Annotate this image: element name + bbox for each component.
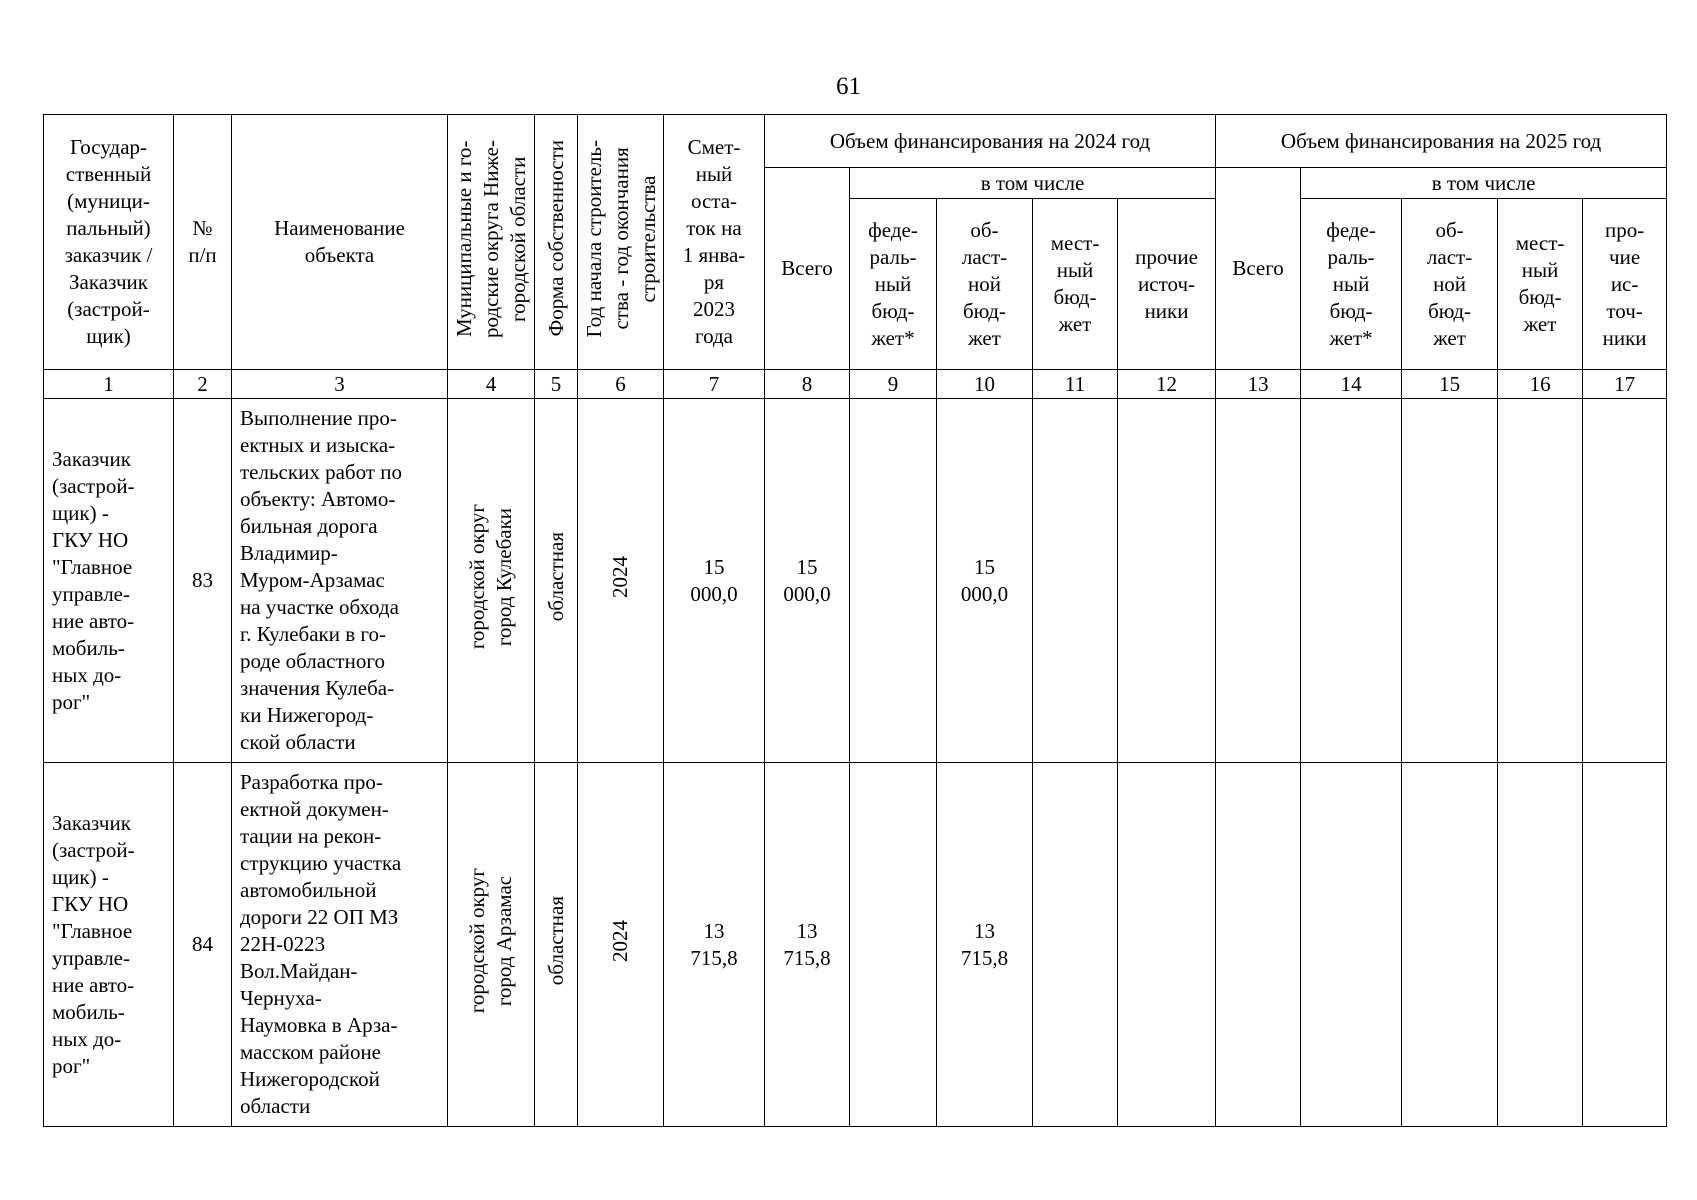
column-number: 8 — [765, 370, 850, 399]
row-local-2024 — [1033, 399, 1118, 763]
header-local-2025: мест- ный бюд- жет — [1498, 199, 1583, 370]
row-object: Разработка про- ектной докумен- тации на рекон- струкцию участка автомобильной дороги 22 ОП МЗ 22Н-0223 Вол.Майдан- Чернуха- Наумовка в Арза- масском районе Нижегородской области — [232, 763, 448, 1127]
row-municipality-cell — [448, 399, 535, 763]
row-customer: Заказчик (застрой- щик) - ГКУ НО "Главное управле- ние авто- мобиль- ных до- рог" — [44, 399, 174, 763]
row-year-cell — [578, 763, 664, 1127]
row-estimated-balance: 13 715,8 — [664, 763, 765, 1127]
column-number: 12 — [1118, 370, 1216, 399]
row-customer: Заказчик (застрой- щик) - ГКУ НО "Главное управле- ние авто- мобиль- ных до- рог" — [44, 763, 174, 1127]
column-number: 16 — [1498, 370, 1583, 399]
row-other-2025 — [1583, 763, 1667, 1127]
row-regional-2025 — [1402, 399, 1498, 763]
header-municipality: Муниципальные и го- родские округа Ниже- городской области — [452, 139, 530, 338]
header-federal-2024: феде- раль- ный бюд- жет* — [850, 199, 937, 370]
header-object-name: Наименование объекта — [232, 115, 448, 370]
row-local-2024 — [1033, 763, 1118, 1127]
row-local-2025 — [1498, 763, 1583, 1127]
column-number: 14 — [1301, 370, 1402, 399]
header-estimated-balance: Смет- ный оста- ток на 1 янва- ря 2023 года — [664, 115, 765, 370]
row-regional-2025 — [1402, 763, 1498, 1127]
header-other-2024: прочие источ- ники — [1118, 199, 1216, 370]
column-number: 6 — [578, 370, 664, 399]
row-ownership: областная — [543, 532, 568, 622]
row-total-2025 — [1216, 763, 1301, 1127]
row-estimated-balance: 15 000,0 — [664, 399, 765, 763]
row-other-2024 — [1118, 399, 1216, 763]
row-total-2025 — [1216, 399, 1301, 763]
header-municipality-cell — [448, 115, 535, 370]
row-federal-2024 — [850, 763, 937, 1127]
header-customer: Государ- ственный (муници- пальный) заказчик / Заказчик (застрой- щик) — [44, 115, 174, 370]
header-funding-2024: Объем финансирования на 2024 год — [765, 115, 1216, 168]
header-total-2024: Всего — [765, 168, 850, 370]
column-number: 1 — [44, 370, 174, 399]
row-year: 2024 — [608, 920, 632, 962]
column-number-row — [44, 370, 1667, 399]
column-number: 15 — [1402, 370, 1498, 399]
header-regional-2025: об- ласт- ной бюд- жет — [1402, 199, 1498, 370]
row-federal-2025 — [1301, 399, 1402, 763]
row-year-cell — [578, 399, 664, 763]
table-row — [44, 763, 1667, 1127]
column-number: 10 — [937, 370, 1033, 399]
column-number: 7 — [664, 370, 765, 399]
row-other-2024 — [1118, 763, 1216, 1127]
header-federal-2025: феде- раль- ный бюд- жет* — [1301, 199, 1402, 370]
header-years-cell — [578, 115, 664, 370]
header-ownership-cell — [535, 115, 578, 370]
header-funding-2025: Объем финансирования на 2025 год — [1216, 115, 1667, 168]
column-number: 2 — [174, 370, 232, 399]
column-number: 11 — [1033, 370, 1118, 399]
column-number: 17 — [1583, 370, 1667, 399]
row-municipality-cell — [448, 763, 535, 1127]
row-year: 2024 — [608, 556, 632, 598]
column-number: 4 — [448, 370, 535, 399]
row-number: 84 — [174, 763, 232, 1127]
row-total-2024: 13 715,8 — [765, 763, 850, 1127]
row-ownership-cell — [535, 399, 578, 763]
row-number: 83 — [174, 399, 232, 763]
row-federal-2024 — [850, 399, 937, 763]
column-number: 5 — [535, 370, 578, 399]
column-number: 3 — [232, 370, 448, 399]
header-other-2025: про- чие ис- точ- ники — [1583, 199, 1667, 370]
column-number: 9 — [850, 370, 937, 399]
row-municipality: городской округ город Арзамас — [465, 868, 516, 1014]
row-regional-2024: 13 715,8 — [937, 763, 1033, 1127]
row-ownership: областная — [543, 896, 568, 986]
header-years: Год начала строитель- ства - год окончания строительства — [582, 139, 660, 338]
row-object: Выполнение про- ектных и изыска- тельских работ по объекту: Автомо- бильная дорога Владимир- Муром-Арзамас на участке обхода г. Кулебаки в го- роде областного значения Кулеба- ки Нижегород- ской области — [232, 399, 448, 763]
row-total-2024: 15 000,0 — [765, 399, 850, 763]
row-local-2025 — [1498, 399, 1583, 763]
table-row — [44, 399, 1667, 763]
header-regional-2024: об- ласт- ной бюд- жет — [937, 199, 1033, 370]
row-regional-2024: 15 000,0 — [937, 399, 1033, 763]
page-number: 61 — [836, 73, 861, 100]
row-ownership-cell — [535, 763, 578, 1127]
column-number: 13 — [1216, 370, 1301, 399]
row-federal-2025 — [1301, 763, 1402, 1127]
header-number: № п/п — [174, 115, 232, 370]
header-including-2024: в том числе — [850, 168, 1216, 199]
header-total-2025: Всего — [1216, 168, 1301, 370]
header-including-2025: в том числе — [1301, 168, 1667, 199]
financing-table — [43, 114, 1667, 1127]
header-ownership: Форма собственности — [543, 140, 568, 337]
row-municipality: городской округ город Кулебаки — [465, 504, 516, 650]
row-other-2025 — [1583, 399, 1667, 763]
header-local-2024: мест- ный бюд- жет — [1033, 199, 1118, 370]
